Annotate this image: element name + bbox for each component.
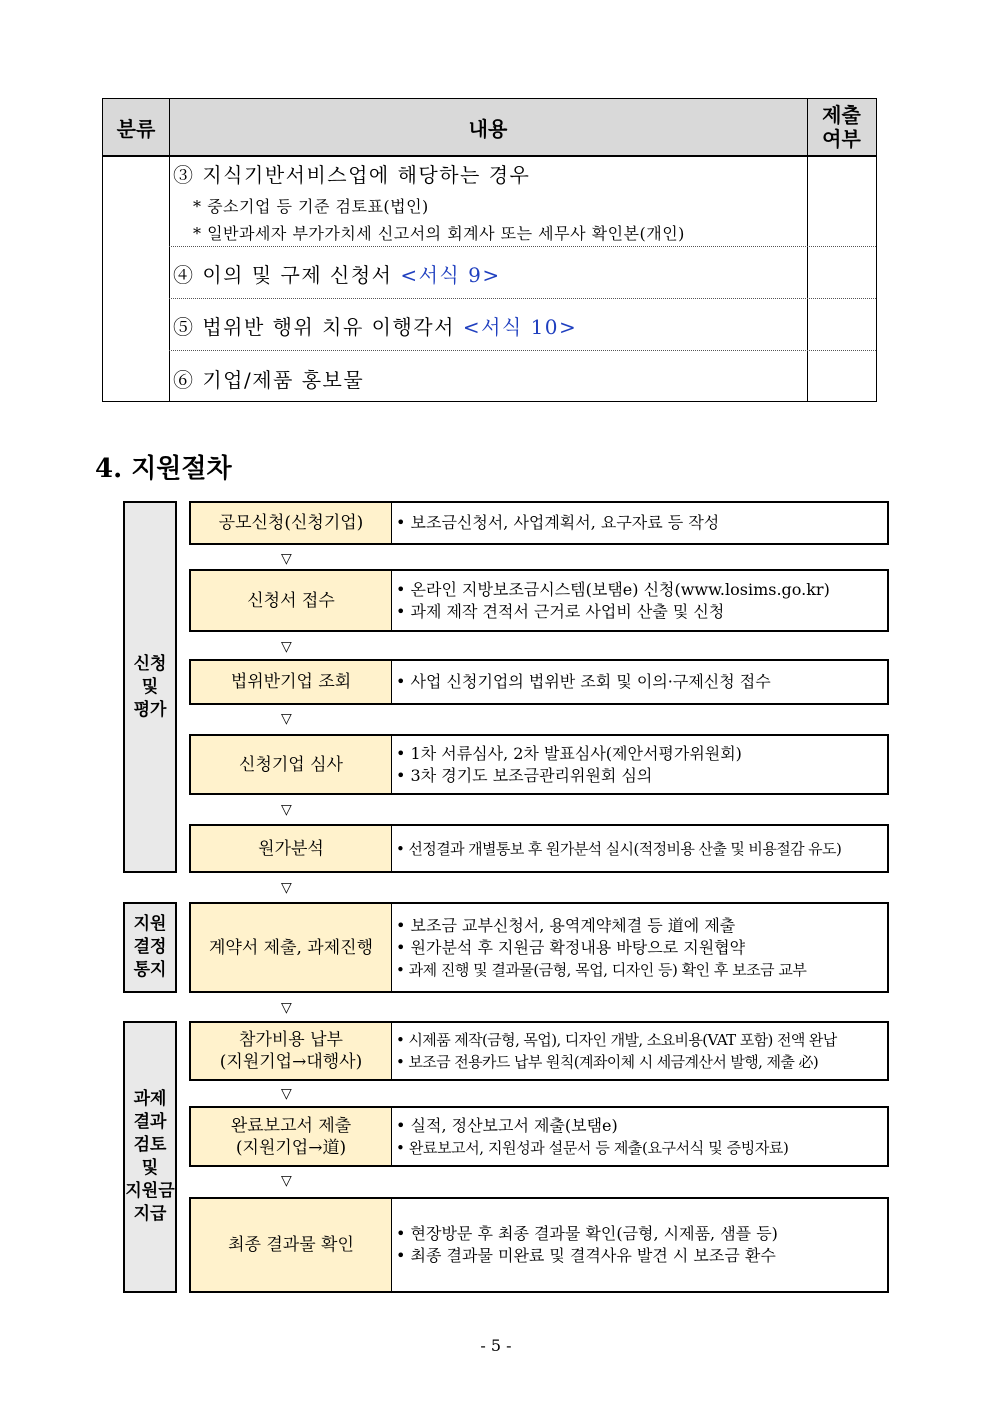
item4-title: ④ 이의 및 구제 신청서 [173,263,401,287]
step-name: 원가분석 [191,826,392,871]
step-payment [189,1021,889,1081]
item3-note1: * 중소기업 등 기준 검토표(법인) [193,197,429,216]
step-description: • 선정결과 개별통보 후 원가분석 실시(적정비용 산출 및 비용절감 유도) [392,826,887,871]
step-name: 신청기업 심사 [191,736,392,793]
step-name: 최종 결과물 확인 [191,1199,392,1291]
step-description: • 온라인 지방보조금시스템(보탬e) 신청(www.losims.go.kr) • 과제 제작 견적서 근거로 사업비 산출 및 신청 [392,571,887,630]
flow-arrow-icon: ▽ [281,1173,292,1189]
step-completion-report [189,1106,889,1167]
step-contract [189,902,889,993]
step-description: • 보조금 교부신청서, 용역계약체결 등 道에 제출 • 원가분석 후 지원금 확정내용 바탕으로 지원협약 • 과제 진행 및 결과물(금형, 목업, 디자인 등) 확인 후 보조금 교부 [392,904,887,991]
item4-form-ref: <서식 9> [400,263,501,287]
step-final-check [189,1197,889,1293]
item3-note2: * 일반과세자 부가가치세 신고서의 회계사 또는 세무사 확인본(개인) [193,224,685,243]
flow-arrow-icon: ▽ [281,1086,292,1102]
column-divider [807,99,808,401]
flow-arrow-icon: ▽ [281,551,292,567]
step-description: • 1차 서류심사, 2차 발표심사(제안서평가위원회) • 3차 경기도 보조금관리위원회 심의 [392,736,887,793]
group-result-review-payment [123,1021,177,1293]
group-label: 신청 및 평가 [133,653,167,720]
group-application-evaluation [123,501,177,873]
step-name: 법위반기업 조회 [191,661,392,703]
header-category: 분류 [116,116,156,141]
step-description: • 실적, 정산보고서 제출(보탬e) • 완료보고서, 지원성과 설문서 등 제출(요구서식 및 증빙자료) [392,1108,887,1165]
flow-arrow-icon: ▽ [281,639,292,655]
step-cost-analysis [189,824,889,873]
step-name: 신청서 접수 [191,571,392,630]
item5-form-ref: <서식 10> [462,315,578,339]
flow-arrow-icon: ▽ [281,711,292,727]
page-number: - 5 - [480,1336,512,1355]
flow-arrow-icon: ▽ [281,1000,292,1016]
table-row-item4 [169,259,807,288]
header-submit [807,99,876,155]
row-divider [169,246,876,247]
group-support-decision [123,902,177,993]
header-submit-line2: 여부 [822,127,861,151]
row-divider [169,350,876,351]
group-label: 과제 결과 검토 및 지원금 지급 [125,1089,175,1224]
table-header-row [103,99,876,157]
group-label: 지원 결정 통지 [133,914,167,980]
step-violation-check [189,659,889,705]
step-name: 완료보고서 제출 (지원기업→道) [191,1108,392,1165]
document-table [102,98,877,402]
step-screening [189,734,889,795]
step-name: 공모신청(신청기업) [191,503,392,543]
flow-arrow-icon: ▽ [281,880,292,896]
step-name: 계약서 제출, 과제진행 [191,904,392,991]
table-row-item3 [169,159,807,244]
header-submit-line1: 제출 [822,103,861,127]
step-description: • 현장방문 후 최종 결과물 확인(금형, 시제품, 샘플 등) • 최종 결과물 미완료 및 결격사유 발견 시 보조금 환수 [392,1199,887,1291]
step-description: • 사업 신청기업의 법위반 조회 및 이의·구제신청 접수 [392,661,887,703]
step-description: • 보조금신청서, 사업계획서, 요구자료 등 작성 [392,503,887,543]
flow-arrow-icon: ▽ [281,802,292,818]
column-divider [169,99,170,401]
table-row-item5 [169,311,807,340]
header-content: 내용 [468,116,508,141]
section-title: 4. 지원절차 [95,454,232,484]
step-name: 참가비용 납부 (지원기업→대행사) [191,1023,392,1079]
step-receipt [189,569,889,632]
table-row-item6 [169,364,807,393]
step-description: • 시제품 제작(금형, 목업), 디자인 개발, 소요비용(VAT 포함) 전액 완납 • 보조금 전용카드 납부 원칙(계좌이체 시 세금계산서 발행, 제출 必) [392,1023,887,1079]
item3-title: ③ 지식기반서비스업에 해당하는 경우 [173,163,531,187]
step-application [189,501,889,545]
row-divider [169,298,876,299]
item6-title: ⑥ 기업/제품 홍보물 [173,368,365,392]
item5-title: ⑤ 법위반 행위 치유 이행각서 [173,315,463,339]
